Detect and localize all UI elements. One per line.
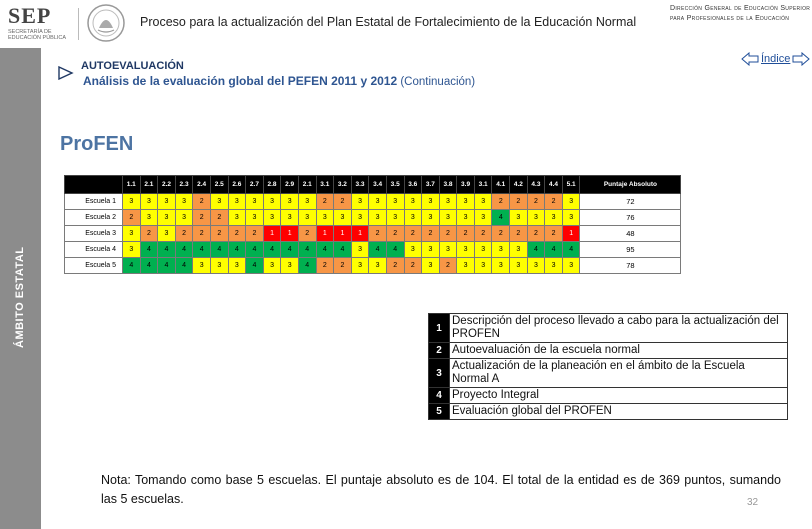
score-cell: 3 (404, 210, 422, 226)
score-cell: 3 (562, 210, 580, 226)
score-cell: 1 (351, 226, 369, 242)
score-cell: 3 (158, 210, 176, 226)
score-cell: 3 (527, 210, 545, 226)
score-cell: 2 (334, 194, 352, 210)
header-title: Proceso para la actualización del Plan Estatal de Fortalecimiento de la Educación Normal (140, 15, 637, 29)
score-cell: 2 (474, 226, 492, 242)
score-cell: 4 (246, 258, 264, 274)
legend-table (428, 313, 788, 420)
score-column-header: 2.4 (193, 176, 211, 194)
score-cell: 3 (210, 258, 228, 274)
score-column-header: 2.1 (298, 176, 316, 194)
score-column-header: 3.4 (369, 176, 387, 194)
score-cell: 4 (210, 242, 228, 258)
legend-row (429, 404, 788, 420)
score-column-header: 4.3 (527, 176, 545, 194)
score-cell: 2 (334, 258, 352, 274)
score-cell: 4 (492, 210, 510, 226)
score-total-header: Puntaje Absoluto (580, 176, 681, 194)
total-score-cell: 78 (580, 258, 681, 274)
score-cell: 3 (123, 226, 141, 242)
score-cell: 3 (457, 194, 475, 210)
score-cell: 2 (457, 226, 475, 242)
score-column-header: 4.1 (492, 176, 510, 194)
score-cell: 3 (545, 210, 563, 226)
school-name-cell: Escuela 1 (65, 194, 123, 210)
score-cell: 2 (404, 226, 422, 242)
score-cell: 4 (527, 242, 545, 258)
total-score-cell: 95 (580, 242, 681, 258)
score-cell: 3 (404, 194, 422, 210)
score-cell: 3 (140, 194, 158, 210)
score-cell: 3 (210, 194, 228, 210)
score-cell: 3 (316, 210, 334, 226)
score-cell: 1 (562, 226, 580, 242)
score-column-header: 2.6 (228, 176, 246, 194)
score-column-header: 3.2 (334, 176, 352, 194)
total-score-cell: 48 (580, 226, 681, 242)
score-cell: 3 (140, 210, 158, 226)
score-cell: 2 (193, 194, 211, 210)
score-cell: 3 (422, 194, 440, 210)
score-cell: 3 (545, 258, 563, 274)
score-cell: 3 (351, 258, 369, 274)
legend-number: 4 (429, 388, 450, 404)
sidebar-label (12, 230, 32, 350)
legend-description: Actualización de la planeación en el ámbito de la Escuela Normal A (450, 359, 788, 388)
score-cell: 2 (510, 226, 528, 242)
legend-row (429, 343, 788, 359)
score-cell: 3 (439, 210, 457, 226)
score-column-header: 3.6 (404, 176, 422, 194)
score-cell: 3 (562, 194, 580, 210)
sidebar-label-text: ÁMBITO ESTATAL (14, 246, 26, 348)
header-agency-name: Dirección General de Educación Superior para Profesionales de la Educación (670, 5, 811, 22)
score-cell: 3 (351, 242, 369, 258)
score-cell: 3 (369, 210, 387, 226)
play-triangle-icon (58, 66, 74, 80)
score-cell: 3 (527, 258, 545, 274)
score-column-header: 2.5 (210, 176, 228, 194)
score-cell: 3 (404, 242, 422, 258)
score-cell: 3 (246, 194, 264, 210)
score-cell: 4 (263, 242, 281, 258)
score-cell: 4 (158, 258, 176, 274)
score-cell: 4 (228, 242, 246, 258)
score-column-header: 3.9 (457, 176, 475, 194)
school-name-cell: Escuela 2 (65, 210, 123, 226)
score-column-header: 3.3 (351, 176, 369, 194)
score-cell: 3 (510, 258, 528, 274)
page-number: 32 (747, 497, 759, 508)
school-name-cell: Escuela 4 (65, 242, 123, 258)
school-name-cell: Escuela 5 (65, 258, 123, 274)
score-cell: 4 (562, 242, 580, 258)
score-cell: 4 (334, 242, 352, 258)
arrow-right-icon[interactable] (792, 52, 810, 66)
score-cell: 3 (298, 210, 316, 226)
school-name-cell: Escuela 3 (65, 226, 123, 242)
legend-row (429, 359, 788, 388)
score-cell: 3 (492, 242, 510, 258)
score-column-header: 2.7 (246, 176, 264, 194)
score-column-header: 3.7 (422, 176, 440, 194)
score-cell: 3 (492, 258, 510, 274)
section-subtitle (83, 74, 475, 88)
page-header (0, 0, 812, 48)
score-cell: 2 (545, 226, 563, 242)
score-cell: 3 (422, 210, 440, 226)
section-subtitle-main: Análisis de la evaluación global del PEFEN 2011 y 2012 (83, 74, 398, 88)
score-cell: 4 (158, 242, 176, 258)
legend-description: Descripción del proceso llevado a cabo para la actualización del PROFEN (450, 314, 788, 343)
sep-logo-subtitle: SECRETARÍA DE EDUCACIÓN PÚBLICA (8, 29, 67, 41)
score-cell: 4 (140, 258, 158, 274)
score-column-header: 4.4 (545, 176, 563, 194)
section-subtitle-suffix: (Continuación) (397, 76, 476, 88)
score-cell: 1 (281, 226, 299, 242)
score-column-header: 3.1 (316, 176, 334, 194)
score-cell: 2 (123, 210, 141, 226)
score-cell: 3 (228, 258, 246, 274)
score-cell: 2 (527, 226, 545, 242)
score-cell: 4 (386, 242, 404, 258)
score-cell: 3 (175, 210, 193, 226)
score-cell: 2 (193, 210, 211, 226)
legend-row (429, 314, 788, 343)
score-column-header: 3.1 (474, 176, 492, 194)
score-cell: 3 (246, 210, 264, 226)
legend-description: Autoevaluación de la escuela normal (450, 343, 788, 359)
score-cell: 4 (175, 242, 193, 258)
score-cell: 3 (474, 194, 492, 210)
score-table-row (65, 210, 681, 226)
score-cell: 4 (193, 242, 211, 258)
national-seal-icon (86, 2, 126, 44)
score-cell: 3 (228, 194, 246, 210)
score-cell: 4 (545, 242, 563, 258)
score-cell: 2 (193, 226, 211, 242)
score-cell: 2 (246, 226, 264, 242)
score-cell: 3 (439, 242, 457, 258)
score-cell: 2 (316, 258, 334, 274)
score-column-header: 5.1 (562, 176, 580, 194)
score-cell: 2 (210, 210, 228, 226)
score-cell: 3 (457, 210, 475, 226)
score-cell: 2 (439, 258, 457, 274)
score-cell: 3 (281, 210, 299, 226)
score-cell: 3 (351, 194, 369, 210)
index-link[interactable]: Índice (761, 53, 791, 65)
score-cell: 4 (298, 242, 316, 258)
total-score-cell: 76 (580, 210, 681, 226)
score-cell: 3 (562, 258, 580, 274)
score-cell: 2 (545, 194, 563, 210)
header-divider (78, 8, 79, 40)
score-cell: 3 (298, 194, 316, 210)
score-cell: 4 (246, 242, 264, 258)
legend-number: 5 (429, 404, 450, 420)
score-cell: 3 (369, 258, 387, 274)
score-cell: 2 (492, 226, 510, 242)
score-cell: 3 (510, 210, 528, 226)
legend-description: Evaluación global del PROFEN (450, 404, 788, 420)
score-cell: 2 (492, 194, 510, 210)
score-table-row (65, 258, 681, 274)
score-cell: 3 (281, 194, 299, 210)
score-cell: 4 (316, 242, 334, 258)
score-cell: 2 (228, 226, 246, 242)
score-cell: 2 (527, 194, 545, 210)
score-cell: 3 (422, 242, 440, 258)
score-column-header: 3.8 (439, 176, 457, 194)
arrow-left-icon[interactable] (741, 52, 759, 66)
score-cell: 3 (263, 210, 281, 226)
score-cell: 3 (123, 194, 141, 210)
score-cell: 1 (316, 226, 334, 242)
sep-logo-text: SEP (8, 3, 52, 28)
score-cell: 3 (263, 258, 281, 274)
score-table-header-row (65, 176, 681, 194)
score-header-blank (65, 176, 123, 194)
score-cell: 4 (369, 242, 387, 258)
legend-number: 1 (429, 314, 450, 343)
score-cell: 2 (316, 194, 334, 210)
score-cell: 3 (158, 194, 176, 210)
score-table-row (65, 194, 681, 210)
score-cell: 3 (193, 258, 211, 274)
score-cell: 2 (422, 226, 440, 242)
score-cell: 1 (334, 226, 352, 242)
score-cell: 3 (386, 210, 404, 226)
score-cell: 3 (457, 242, 475, 258)
score-table (64, 175, 681, 274)
score-cell: 2 (510, 194, 528, 210)
score-cell: 2 (210, 226, 228, 242)
score-cell: 4 (140, 242, 158, 258)
score-cell: 3 (351, 210, 369, 226)
score-cell: 2 (439, 226, 457, 242)
score-cell: 3 (457, 258, 475, 274)
score-column-header: 2.3 (175, 176, 193, 194)
score-column-header: 2.8 (263, 176, 281, 194)
score-cell: 1 (263, 226, 281, 242)
score-cell: 4 (281, 242, 299, 258)
score-cell: 3 (422, 258, 440, 274)
score-column-header: 2.1 (140, 176, 158, 194)
score-cell: 2 (369, 226, 387, 242)
score-column-header: 1.1 (123, 176, 141, 194)
score-column-header: 2.9 (281, 176, 299, 194)
score-cell: 3 (228, 210, 246, 226)
score-cell: 3 (281, 258, 299, 274)
profen-title: ProFEN (60, 133, 134, 155)
section-heading: AUTOEVALUACIÓN (81, 60, 184, 72)
score-cell: 2 (386, 258, 404, 274)
score-cell: 3 (123, 242, 141, 258)
score-cell: 3 (474, 258, 492, 274)
legend-row (429, 388, 788, 404)
legend-number: 3 (429, 359, 450, 388)
score-cell: 3 (158, 226, 176, 242)
score-cell: 3 (334, 210, 352, 226)
legend-number: 2 (429, 343, 450, 359)
score-cell: 3 (263, 194, 281, 210)
score-cell: 3 (439, 194, 457, 210)
total-score-cell: 72 (580, 194, 681, 210)
score-column-header: 4.2 (510, 176, 528, 194)
score-cell: 3 (175, 194, 193, 210)
score-cell: 4 (123, 258, 141, 274)
legend-description: Proyecto Integral (450, 388, 788, 404)
score-cell: 3 (510, 242, 528, 258)
score-cell: 2 (140, 226, 158, 242)
score-column-header: 3.5 (386, 176, 404, 194)
score-table-row (65, 242, 681, 258)
score-table-row (65, 226, 681, 242)
score-cell: 3 (369, 194, 387, 210)
score-cell: 3 (474, 242, 492, 258)
score-cell: 2 (404, 258, 422, 274)
score-column-header: 2.2 (158, 176, 176, 194)
score-cell: 4 (175, 258, 193, 274)
score-cell: 2 (175, 226, 193, 242)
note-text: Nota: Tomando como base 5 escuelas. El puntaje absoluto es de 104. El total de la entidad es de 369 puntos, sumando las 5 escuelas. (101, 473, 781, 506)
score-cell: 3 (386, 194, 404, 210)
score-cell: 4 (298, 258, 316, 274)
score-cell: 2 (298, 226, 316, 242)
score-cell: 2 (386, 226, 404, 242)
score-cell: 3 (474, 210, 492, 226)
